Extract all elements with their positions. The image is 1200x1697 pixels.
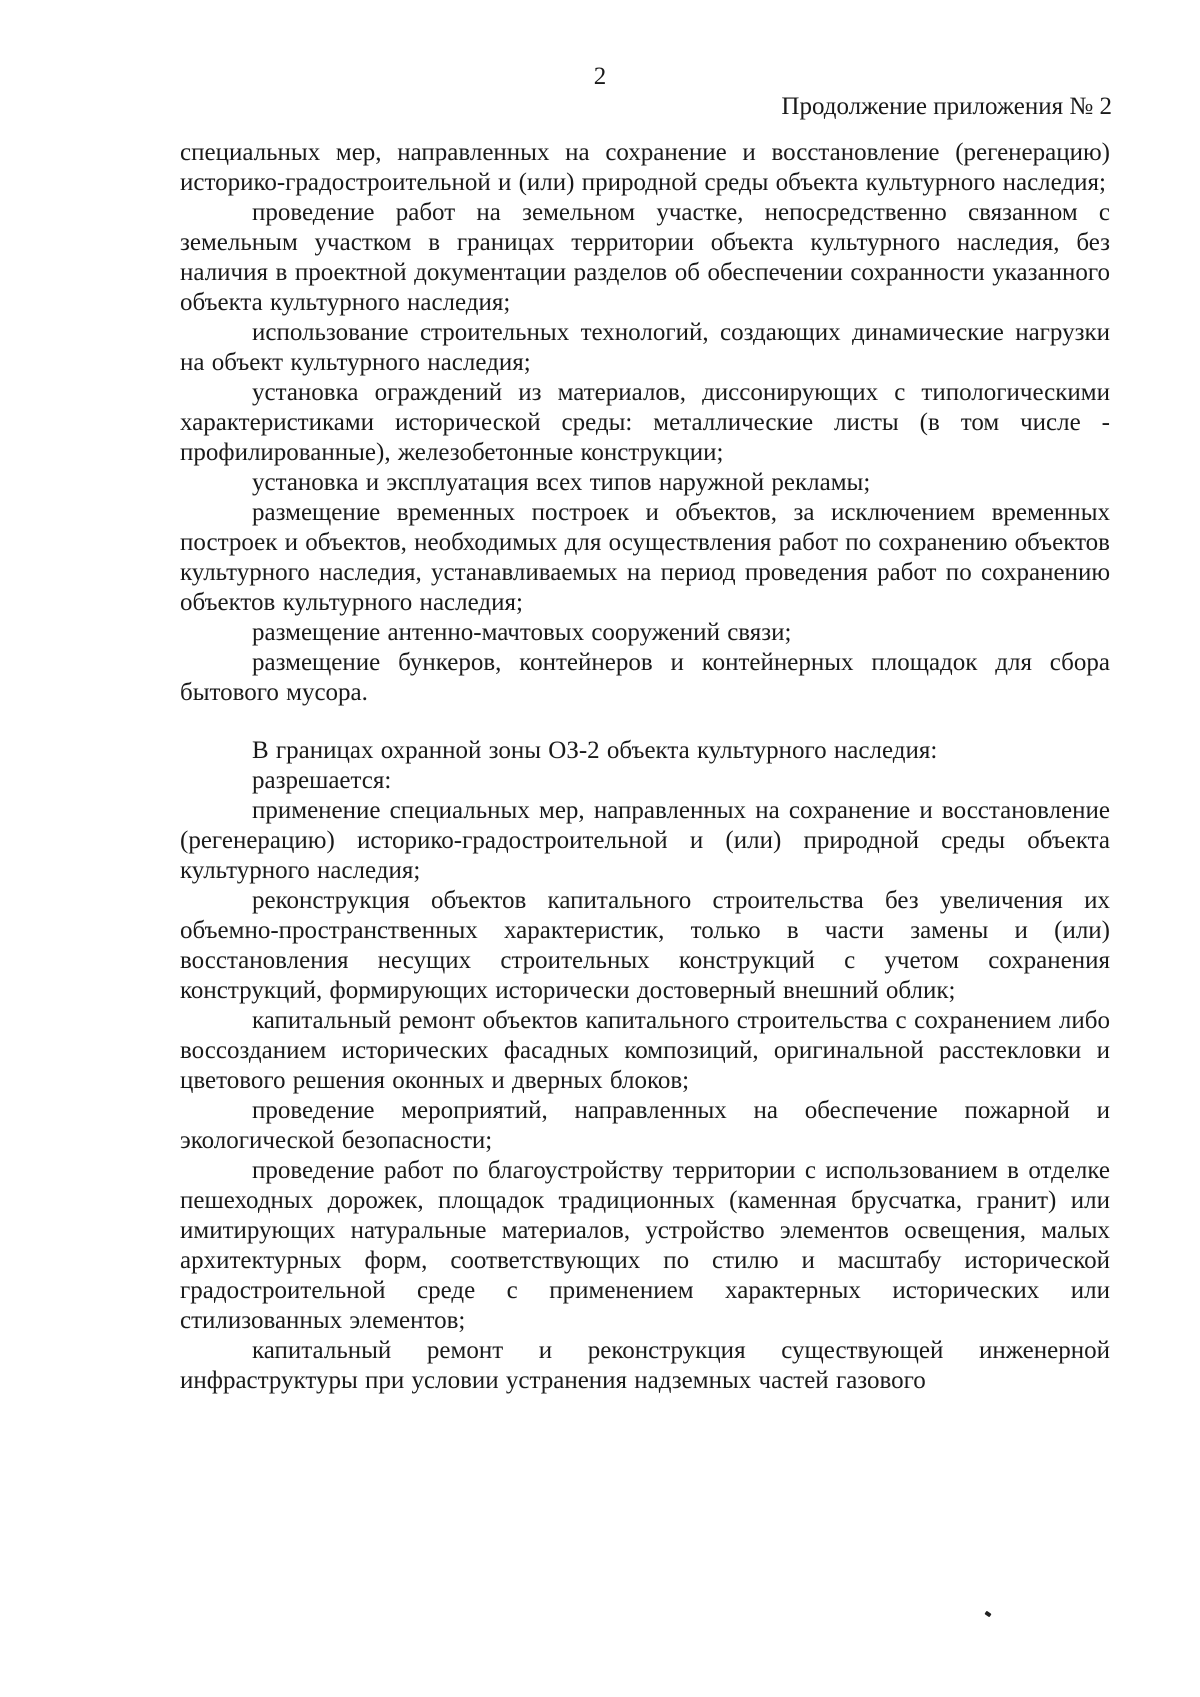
paragraph: проведение работ по благоустройству территории с использованием в отделке пешеходных дорожек, площадок традиционных (каменная брусчатка, гранит) или имитирующих натуральные материалов, устройство элементов освещения, малых архитектурных форм, соответствующих по стилю и масштабу исторической градостроительной среде с применением характерных исторических или стилизованных элементов; xyxy=(180,1157,1110,1334)
paragraph: размещение бункеров, контейнеров и контейнерных площадок для сбора бытового мусора. xyxy=(180,649,1110,706)
paragraph: установка и эксплуатация всех типов наружной рекламы; xyxy=(252,469,871,496)
appendix-continuation-note: Продолжение приложения № 2 xyxy=(781,93,1112,120)
paragraph: капитальный ремонт объектов капитального строительства с сохранением либо воссозданием исторических фасадных композиций, оригинальной расстекловки и цветового решения оконных и дверных блоков; xyxy=(180,1007,1110,1094)
paragraph: установка ограждений из материалов, диссонирующих с типологическими характеристиками исторической среды: металлические листы (в том числе - профилированные), железобетонные конструкции; xyxy=(180,379,1110,466)
paragraph: использование строительных технологий, создающих динамические нагрузки на объект культурного наследия; xyxy=(180,319,1110,376)
subsection-heading: разрешается: xyxy=(252,767,392,794)
section-heading: В границах охранной зоны ОЗ-2 объекта культурного наследия: xyxy=(252,737,938,764)
paragraph: капитальный ремонт и реконструкция существующей инженерной инфраструктуры при условии устранения надземных частей газового xyxy=(180,1337,1110,1394)
paragraph: размещение временных построек и объектов, за исключением временных построек и объектов, необходимых для осуществления работ по сохранению объектов культурного наследия, устанавливаемых на период проведения работ по сохранению объектов культурного наследия; xyxy=(180,499,1110,616)
page-number: 2 xyxy=(593,63,607,90)
paragraph: размещение антенно-мачтовых сооружений связи; xyxy=(252,619,792,646)
document-body xyxy=(180,138,1110,1396)
scan-speck xyxy=(984,1611,991,1618)
paragraph: проведение работ на земельном участке, непосредственно связанном с земельным участком в границах территории объекта культурного наследия, без наличия в проектной документации разделов об обеспечении сохранности указанного объекта культурного наследия; xyxy=(180,199,1110,316)
paragraph: проведение мероприятий, направленных на обеспечение пожарной и экологической безопасности; xyxy=(180,1097,1110,1154)
paragraph: специальных мер, направленных на сохранение и восстановление (регенерацию) историко-градостроительной и (или) природной среды объекта культурного наследия; xyxy=(180,139,1110,196)
paragraph: применение специальных мер, направленных на сохранение и восстановление (регенерацию) историко-градостроительной и (или) природной среды объекта культурного наследия; xyxy=(180,797,1110,884)
paragraph: реконструкция объектов капитального строительства без увеличения их объемно-пространственных характеристик, только в части замены и (или) восстановления несущих строительных конструкций с учетом сохранения конструкций, формирующих исторически достоверный внешний облик; xyxy=(180,887,1110,1004)
